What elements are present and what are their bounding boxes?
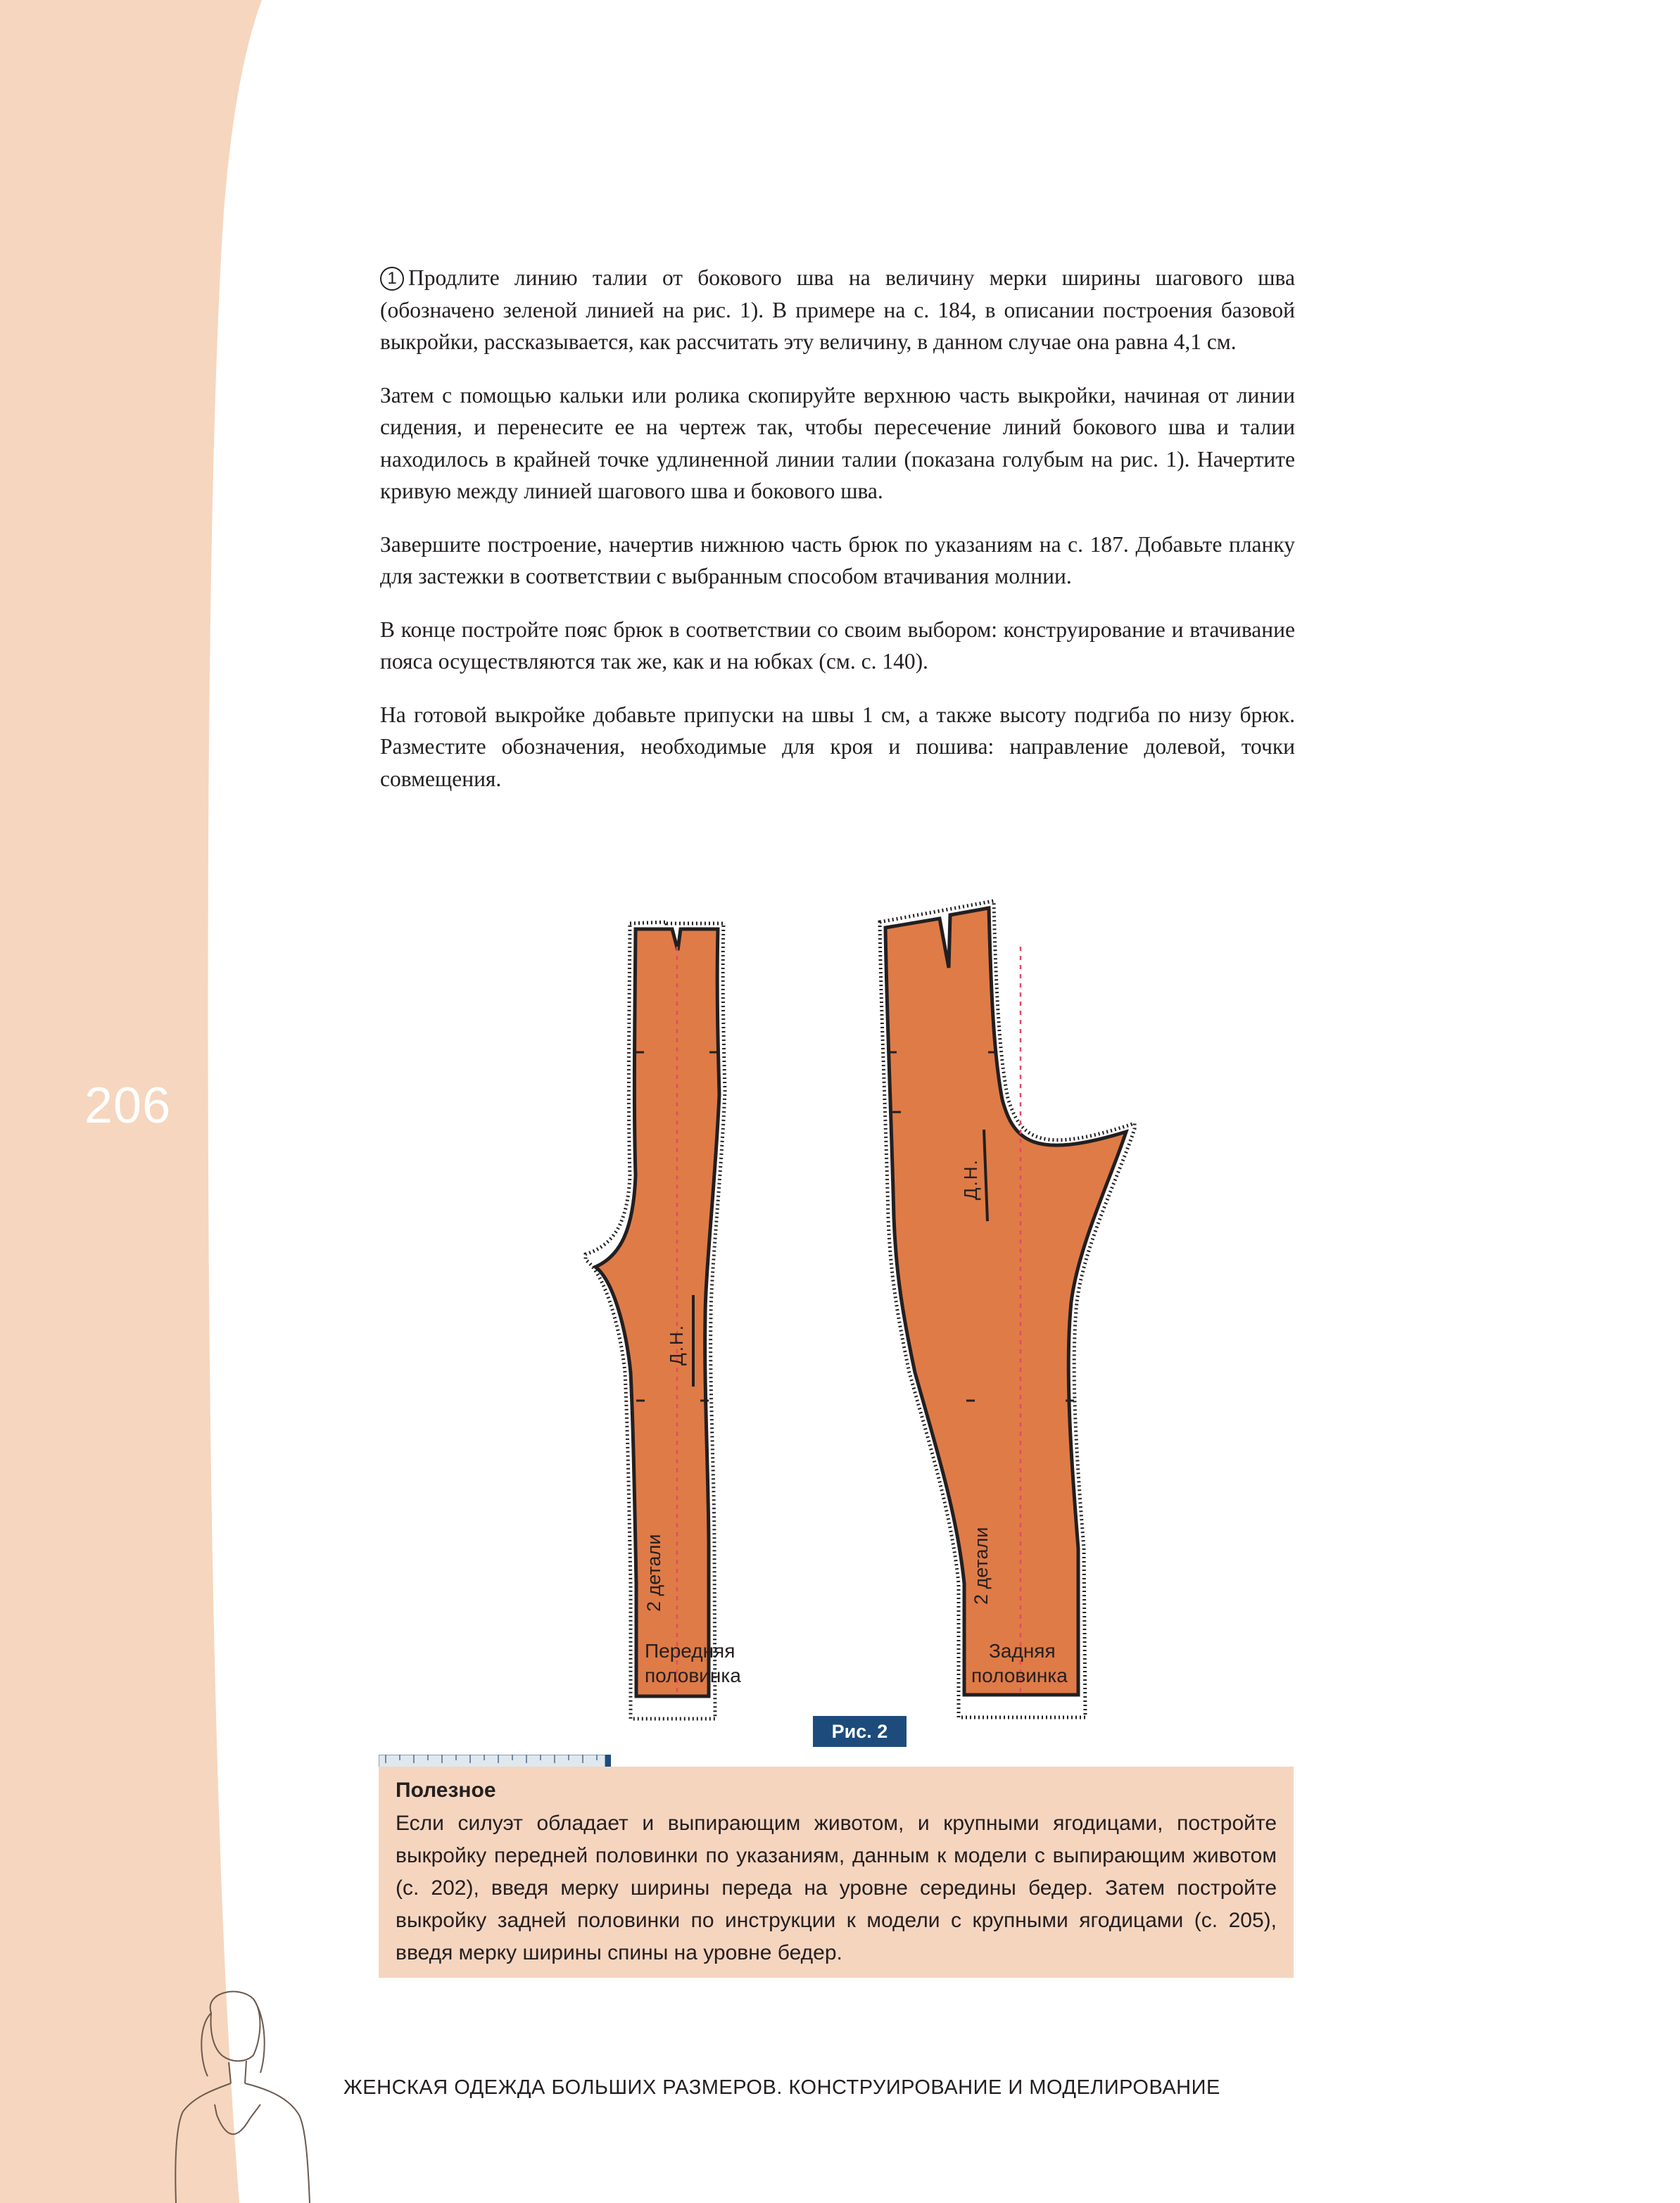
paragraph-4: В конце постройте пояс брюк в соответствии со своим выбором: конструирование и втачивание пояса осуществляются так же, как и на юбках (см. с. 140). [380,617,1295,674]
trouser-pattern-figure [577,880,1154,1738]
paragraph-1-text: Продлите линию талии от бокового шва на величину мерки ширины шагового шва (обозначено зеленой линией на рис. 1). В примере на с. 184, в описании построения базовой выкройки, рассказывается, как рассчитать эту величину, в данном случае она равна 4,1 см. [380,265,1295,354]
tip-title: Полезное [396,1779,496,1802]
back-grain-label: Д.Н. [960,1159,981,1200]
tip-text: Если силуэт обладает и выпирающим животом, и крупными ягодицами, постройте выкройку передней половинки по указаниям, данным к модели с выпирающим животом (с. 202), введя мерку ширины переда на уровне середины бедер. Затем постройте выкройку задней половинки по инструкции к модели с крупными ягодицами (с. 205), введя мерку ширины спины на уровне бедер. [396,1812,1277,1964]
front-name-line2: половинка [645,1665,741,1686]
front-grain-label: Д.Н. [666,1324,687,1365]
front-count-label: 2 детали [643,1534,664,1612]
figure-label: Рис. 2 [813,1716,907,1747]
front-half-pattern [586,922,741,1719]
step-marker: 1 [380,267,404,291]
page-number: 206 [84,1078,172,1134]
back-half-pattern [880,901,1135,1717]
back-name-line1: Задняя [989,1640,1056,1662]
woman-sketch-illustration [155,1985,324,2203]
front-name-line1: Передняя [645,1640,735,1662]
back-name-line2: половинка [971,1665,1068,1686]
body-text [380,262,1295,816]
back-count-label: 2 детали [971,1527,992,1605]
paragraph-2: Затем с помощью кальки или ролика скопируйте верхнюю часть выкройки, начиная от линии сидения, и перенесите ее на чертеж так, чтобы пересечение линий бокового шва и талии находилось в крайней точке удлиненной линии талии (показана голубым на рис. 1). Начертите кривую между линией шагового шва и бокового шва. [380,382,1295,503]
back-pattern-shape [885,908,1126,1695]
tip-box [379,1767,1294,1978]
paragraph-1 [380,262,1295,358]
footer-book-title: ЖЕНСКАЯ ОДЕЖДА БОЛЬШИХ РАЗМЕРОВ. КОНСТРУИРОВАНИЕ И МОДЕЛИРОВАНИЕ [343,2076,1220,2099]
paragraph-5: На готовой выкройке добавьте припуски на швы 1 см, а также высоту подгиба по низу брюк. Разместите обозначения, необходимые для кроя и пошива: направление долевой, точки совмещения. [380,702,1295,791]
paragraph-3: Завершите построение, начертив нижнюю часть брюк по указаниям на с. 187. Добавьте планку для застежки в соответствии с выбранным способом втачивания молнии. [380,531,1295,588]
